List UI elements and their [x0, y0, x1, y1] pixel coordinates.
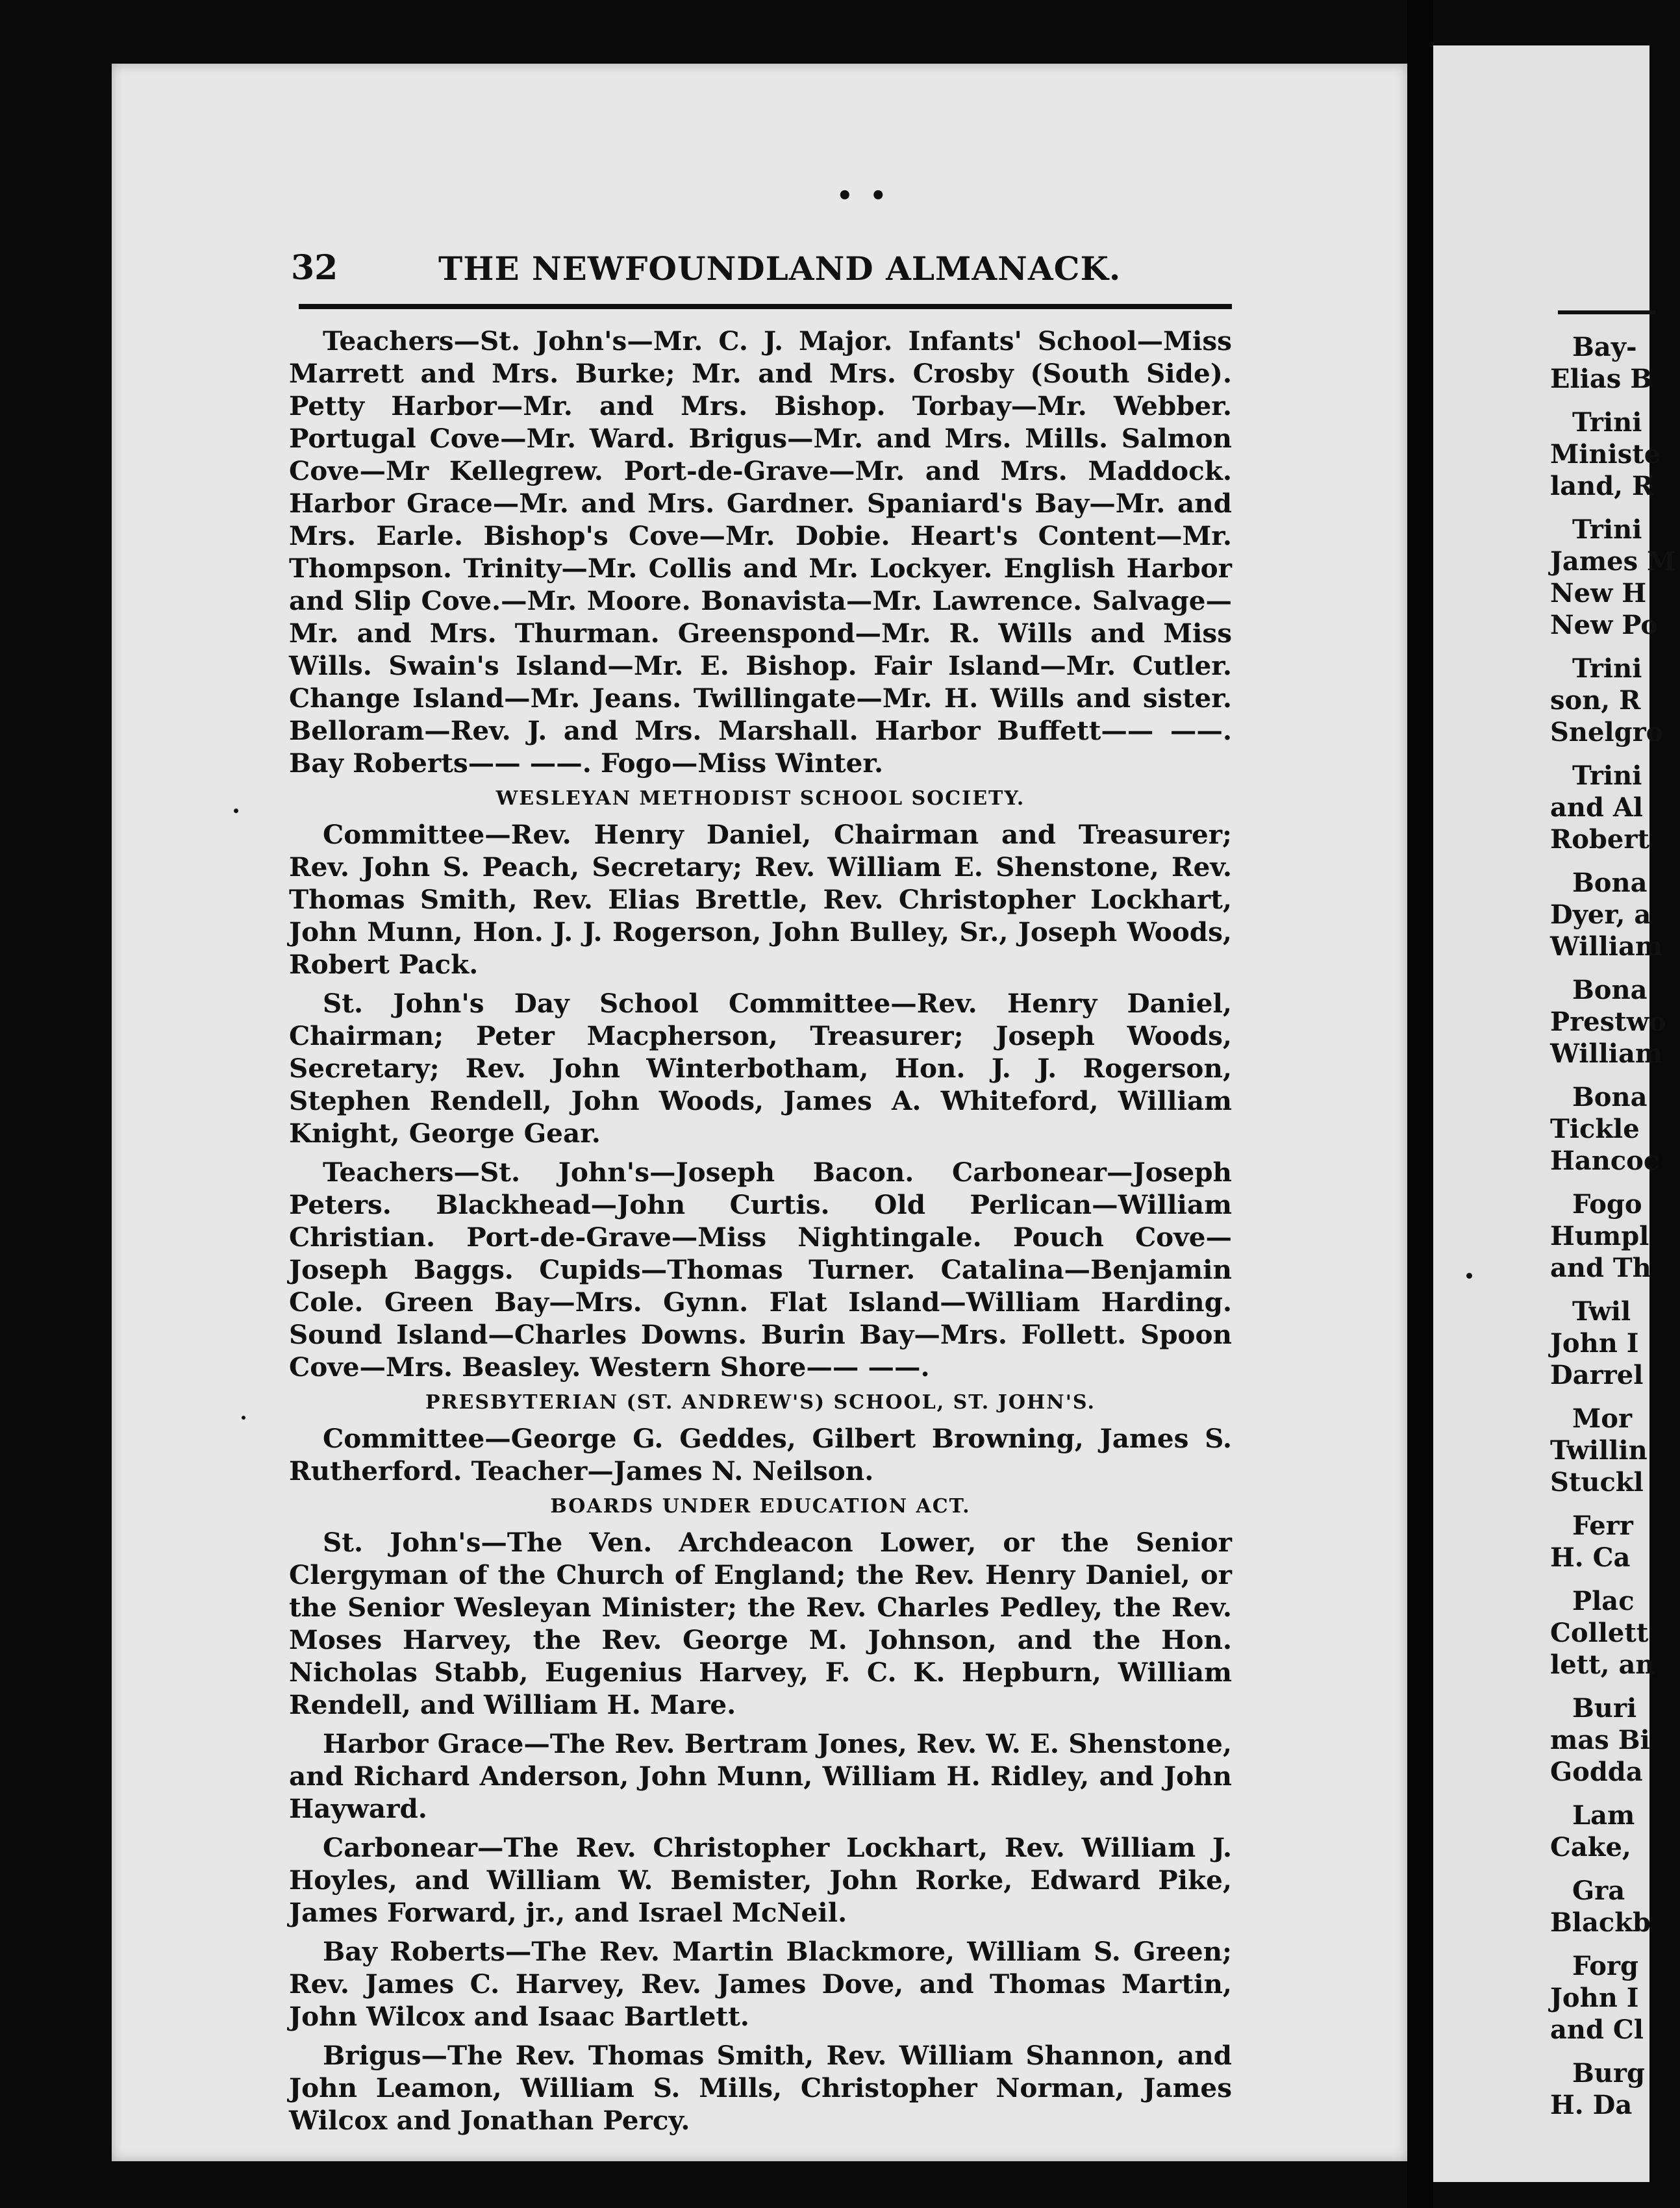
facing-page-line: Gra: [1572, 1876, 1625, 1906]
facing-page-line: Elias B: [1550, 364, 1653, 394]
header-rule: [299, 304, 1232, 309]
paragraph: Teachers—St. John's—Joseph Bacon. Carbonear—Joseph Peters. Blackhead—John Curtis. Old Perlican—William Christian. Port-de-Grave—Miss Nightingale. Pouch Cove—Joseph Baggs. Cupids—Thomas Turner. Catalina—Benjamin Cole. Green Bay—Mrs. Gynn. Flat Island—William Harding. Sound Island—Charles Downs. Burin Bay—Mrs. Follett. Spoon Cove—Mrs. Beasley. Western Shore—— ——.: [289, 1157, 1232, 1383]
paragraph: St. John's Day School Committee—Rev. Henry Daniel, Chairman; Peter Macpherson, Treasurer; Joseph Woods, Secretary; Rev. John Winterbotham, Hon. J. J. Rogerson, Stephen Rendell, John Woods, James A. Whiteford, William Knight, George Gear.: [289, 988, 1232, 1149]
paragraph: Bay Roberts—The Rev. Martin Blackmore, William S. Green; Rev. James C. Harvey, Rev. James Dove, and Thomas Martin, John Wilcox and Isaac Bartlett.: [289, 1936, 1232, 2032]
line-gap: [1550, 1788, 1680, 1800]
facing-page-line: Trini: [1572, 653, 1642, 684]
line-gap: [1550, 502, 1680, 514]
facing-page-line: H. Da: [1550, 2090, 1633, 2120]
facing-page-line: Trini: [1572, 760, 1642, 791]
facing-page-line: Ministe: [1550, 439, 1661, 470]
facing-page-line: Bona: [1572, 1082, 1648, 1112]
facing-page-line: son, R: [1550, 685, 1641, 716]
facing-page-line: Collett: [1550, 1618, 1649, 1648]
line-gap: [1550, 855, 1680, 867]
margin-speck: [1466, 1273, 1472, 1279]
margin-speck: [242, 1416, 245, 1420]
line-gap: [1550, 1070, 1680, 1081]
facing-page-line: Hancoc: [1550, 1146, 1660, 1176]
line-gap: [1550, 1284, 1680, 1296]
facing-page-line: John I: [1550, 1983, 1639, 2013]
facing-page-line: Forg: [1572, 1951, 1638, 1981]
facing-page-line: William: [1550, 1038, 1663, 1069]
facing-page-line: mas Bi: [1550, 1725, 1650, 1755]
paragraph: St. John's—The Ven. Archdeacon Lower, or the Senior Clergyman of the Church of England; the Rev. Henry Daniel, or the Senior Wesleyan Minister; the Rev. Charles Pedley, the Rev. Moses Harvey, the Rev. George M. Johnson, and the Hon. Nicholas Stabb, Eugenius Harvey, F. C. K. Hepburn, William Rendell, and William H. Mare.: [289, 1527, 1232, 1720]
paragraph: Carbonear—The Rev. Christopher Lockhart, Rev. William J. Hoyles, and William W. Bemister, John Rorke, Edward Pike, James Forward, jr., and Israel McNeil.: [289, 1832, 1232, 1928]
facing-page-line: Godda: [1550, 1757, 1643, 1787]
line-gap: [1550, 641, 1680, 653]
facing-page-line: Darrel: [1550, 1360, 1644, 1390]
section-heading: BOARDS UNDER EDUCATION ACT.: [550, 1495, 971, 1518]
facing-page-line: Cake,: [1550, 1832, 1631, 1863]
facing-page-line: Twillin: [1550, 1435, 1648, 1466]
line-gap: [1550, 1574, 1680, 1585]
paragraph: Brigus—The Rev. Thomas Smith, Rev. William Shannon, and John Leamon, William S. Mills, Christopher Norman, James Wilcox and Jonathan Percy.: [289, 2040, 1232, 2136]
paragraph: Committee—Rev. Henry Daniel, Chairman and Treasurer; Rev. John S. Peach, Secretary; Rev. William E. Shenstone, Rev. Thomas Smith, Rev. Elias Brettle, Rev. Christopher Lockhart, John Munn, Hon. J. J. Rogerson, John Bulley, Sr., Joseph Woods, Robert Pack.: [289, 819, 1232, 980]
line-gap: [1550, 748, 1680, 760]
facing-page-line: Plac: [1572, 1586, 1635, 1616]
running-head: THE NEWFOUNDLAND ALMANACK.: [438, 249, 1122, 288]
line-gap: [1550, 1391, 1680, 1403]
page-number: 32: [291, 248, 338, 288]
facing-page-line: Dyer, a: [1550, 899, 1651, 930]
line-gap: [1550, 962, 1680, 974]
facing-page-line: New Po: [1550, 610, 1659, 640]
section-heading: PRESBYTERIAN (ST. ANDREW'S) SCHOOL, ST. JOHN'S.: [425, 1391, 1096, 1414]
facing-page-line: Humpl: [1550, 1221, 1649, 1251]
facing-page-line: John I: [1550, 1328, 1639, 1359]
facing-page-line: H. Ca: [1550, 1542, 1631, 1573]
facing-page-line: Bay-: [1572, 332, 1637, 362]
facing-page-line: lett, an: [1550, 1650, 1655, 1680]
facing-page-line: Burg: [1572, 2058, 1645, 2089]
facing-page-line: Blackb: [1550, 1907, 1651, 1938]
line-gap: [1550, 1938, 1680, 1950]
facing-page-line: William: [1550, 931, 1663, 962]
line-gap: [1550, 2046, 1680, 2057]
facing-page: [1433, 45, 1676, 2182]
line-gap: [1550, 1863, 1680, 1875]
paragraph: Teachers—St. John's—Mr. C. J. Major. Infants' School—Miss Marrett and Mrs. Burke; Mr. and Mrs. Crosby (South Side). Petty Harbor—Mr. and Mrs. Bishop. Torbay—Mr. Webber. Portugal Cove—Mr. Ward. Brigus—Mr. and Mrs. Mills. Salmon Cove—Mr Kellegrew. Port-de-Grave—Mr. and Mrs. Maddock. Harbor Grace—Mr. and Mrs. Gardner. Spaniard's Bay—Mr. and Mrs. Earle. Bishop's Cove—Mr. Dobie. Heart's Content—Mr. Thompson. Trinity—Mr. Collis and Mr. Lockyer. English Harbor and Slip Cove.—Mr. Moore. Bonavista—Mr. Lawrence. Salvage—Mr. and Mrs. Thurman. Greenspond—Mr. R. Wills and Miss Wills. Swain's Island—Mr. E. Bishop. Fair Island—Mr. Cutler. Change Island—Mr. Jeans. Twillingate—Mr. H. Wills and sister. Belloram—Rev. J. and Mrs. Marshall. Harbor Buffett—— ——. Bay Roberts—— ——. Fogo—Miss Winter.: [289, 325, 1232, 779]
facing-page-line: Trini: [1572, 407, 1642, 438]
facing-page-line: land, R: [1550, 471, 1654, 501]
line-gap: [1550, 1681, 1680, 1692]
page-body: [289, 325, 1232, 2143]
facing-page-line: Snelgro: [1550, 717, 1664, 747]
section-heading: WESLEYAN METHODIST SCHOOL SOCIETY.: [495, 787, 1025, 810]
facing-page-line: Trini: [1572, 514, 1642, 545]
line-gap: [1550, 1498, 1680, 1510]
facing-page-text: [1550, 331, 1680, 2121]
facing-page-line: Twil: [1572, 1296, 1631, 1327]
facing-page-line: Buri: [1572, 1693, 1637, 1724]
printer-mark: • •: [836, 181, 891, 211]
facing-page-line: Stuckl: [1550, 1467, 1644, 1498]
line-gap: [1550, 395, 1680, 407]
page-gutter: [1407, 0, 1433, 2208]
facing-page-line: New H: [1550, 578, 1647, 608]
facing-page-line: Lam: [1572, 1800, 1635, 1831]
facing-page-line: Mor: [1572, 1403, 1633, 1434]
facing-page-line: and Th: [1550, 1253, 1651, 1283]
paragraph: Harbor Grace—The Rev. Bertram Jones, Rev. W. E. Shenstone, and Richard Anderson, John Munn, William H. Ridley, and John Hayward.: [289, 1728, 1232, 1824]
facing-page-line: Prestwo: [1550, 1007, 1666, 1037]
facing-page-line: and Al: [1550, 792, 1644, 823]
facing-page-line: and Cl: [1550, 2014, 1644, 2045]
facing-page-line: Bona: [1572, 868, 1648, 898]
facing-page-line: Ferr: [1572, 1511, 1633, 1541]
facing-page-rule: [1558, 310, 1655, 314]
line-gap: [1550, 1177, 1680, 1188]
facing-page-line: Fogo: [1572, 1189, 1642, 1220]
margin-speck: [234, 809, 238, 813]
facing-page-line: Robert: [1550, 824, 1649, 855]
facing-page-line: Bona: [1572, 975, 1648, 1005]
facing-page-line: James M: [1550, 546, 1676, 577]
facing-page-line: Tickle: [1550, 1114, 1640, 1144]
paragraph: Committee—George G. Geddes, Gilbert Browning, James S. Rutherford. Teacher—James N. Neilson.: [289, 1423, 1232, 1487]
